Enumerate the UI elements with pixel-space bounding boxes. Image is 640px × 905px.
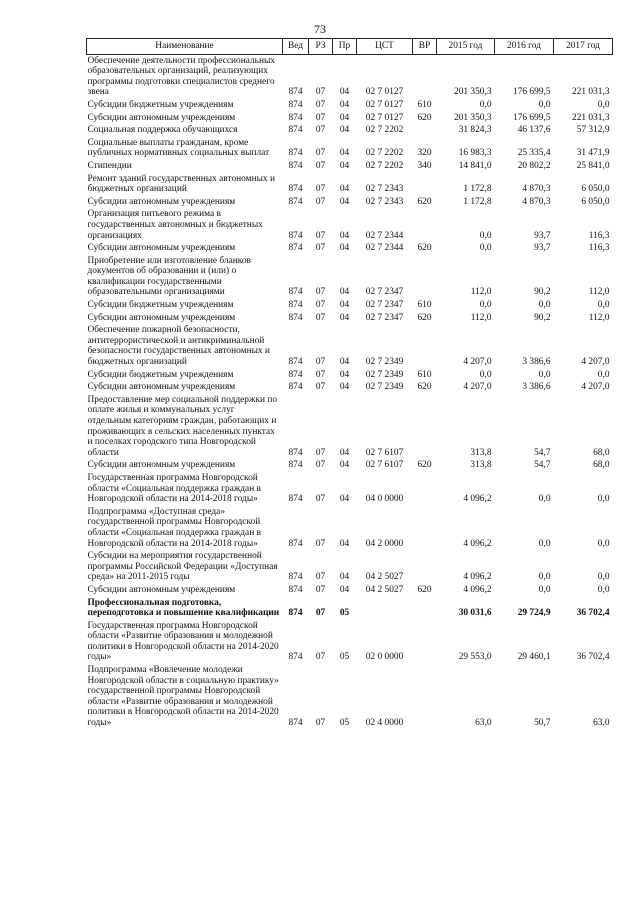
cell-2017: 0,0 — [597, 584, 610, 595]
cell-ved: 874 — [288, 112, 303, 123]
cell-2016: 0,0 — [538, 300, 551, 311]
cell-2017: 0,0 — [597, 572, 610, 583]
cell-vr: 610 — [417, 369, 432, 380]
cell-2015: 63,0 — [475, 718, 492, 729]
cell-2016: 176 699,5 — [513, 112, 551, 123]
cell-2017: 112,0 — [588, 287, 610, 298]
cell-name: Субсидии автономным учреждениям — [87, 460, 236, 471]
cell-pr: 04 — [339, 584, 350, 595]
cell-pr: 04 — [339, 230, 350, 241]
cell-pr: 04 — [339, 494, 350, 505]
cell-vr — [413, 324, 437, 368]
cell-2015: 0,0 — [479, 230, 492, 241]
cell-2016: 50,7 — [534, 718, 551, 729]
cell-2017: 6 050,0 — [581, 196, 610, 207]
cell-pr: 04 — [339, 300, 350, 311]
cell-rz: 07 — [315, 494, 326, 505]
cell-name: Субсидии автономным учреждениям — [87, 584, 236, 595]
cell-2015: 4 096,2 — [463, 494, 492, 505]
cell-rz: 07 — [315, 160, 326, 171]
cell-vr — [413, 255, 437, 299]
cell-cst: 02 7 2344 — [365, 230, 404, 241]
cell-cst: 04 2 5027 — [365, 584, 404, 595]
cell-2017: 6 050,0 — [581, 184, 610, 195]
cell-vr — [413, 506, 437, 550]
cell-2015: 313,8 — [470, 447, 492, 458]
cell-rz: 07 — [315, 112, 326, 123]
col-header-vr: ВР — [413, 39, 437, 55]
col-header-cst: ЦСТ — [357, 39, 413, 55]
cell-name: Предоставление мер социальной поддержки по оплате жилья и коммунальных услуг отдельным категориям граждан, работающих и проживающих в сельских населенных пунктах и поселках городского типа Новгородской области — [87, 394, 278, 458]
cell-cst: 02 7 0127 — [365, 112, 404, 123]
cell-2015: 0,0 — [479, 99, 492, 110]
cell-pr: 05 — [339, 718, 350, 729]
cell-2017: 4 207,0 — [581, 382, 610, 393]
cell-2017: 116,3 — [588, 243, 610, 254]
cell-name: Социальная поддержка обучающихся — [87, 125, 238, 136]
cell-name: Субсидии бюджетным учреждениям — [87, 99, 234, 110]
cell-2015: 4 096,2 — [463, 538, 492, 549]
cell-pr: 04 — [339, 312, 350, 323]
cell-2017: 221 031,3 — [572, 112, 610, 123]
cell-ved: 874 — [288, 584, 303, 595]
cell-vr: 620 — [417, 460, 432, 471]
cell-2015: 16 983,3 — [458, 148, 492, 159]
cell-ved: 874 — [288, 196, 303, 207]
cell-vr — [413, 124, 437, 137]
cell-2016: 4 870,3 — [522, 196, 551, 207]
cell-cst: 02 7 2349 — [365, 382, 404, 393]
cell-rz: 07 — [315, 125, 326, 136]
cell-2016: 0,0 — [538, 369, 551, 380]
cell-name: Профессиональная подготовка, переподготовка и повышение квалификации — [87, 597, 280, 619]
cell-2015: 29 553,0 — [458, 652, 492, 663]
cell-ved: 874 — [288, 572, 303, 583]
cell-2015: 31 824,3 — [458, 125, 492, 136]
table-row — [87, 381, 613, 394]
table-row — [87, 664, 613, 730]
cell-pr: 04 — [339, 382, 350, 393]
cell-name: Обеспечение пожарной безопасности, антитеррористической и антикриминальной безопасности государственных автономных и бюджетных организаций — [87, 325, 270, 368]
cell-2015: 0,0 — [479, 300, 492, 311]
cell-name: Государственная программа Новгородской области «Социальная поддержка граждан в Новгородской области на 2014-2018 годы» — [87, 472, 261, 505]
cell-cst: 02 7 2347 — [365, 312, 404, 323]
cell-pr: 04 — [339, 243, 350, 254]
cell-ved: 874 — [288, 148, 303, 159]
cell-name: Подпрограмма «Вовлечение молодежи Новгородской области в социальную практику» государственной программы Новгородской области «Развитие образования и молодежной политики в Новгородской области на 2014-2020 годы» — [87, 665, 279, 729]
cell-name: Государственная программа Новгородской области «Развитие образования и молодежной политики в Новгородской области на 2014-2020 годы» — [87, 620, 279, 663]
cell-ved: 874 — [288, 652, 303, 663]
cell-name: Субсидии автономным учреждениям — [87, 243, 236, 254]
cell-name: Субсидии автономным учреждениям — [87, 112, 236, 123]
cell-2016: 0,0 — [538, 494, 551, 505]
cell-ved: 874 — [288, 312, 303, 323]
cell-vr: 620 — [417, 243, 432, 254]
cell-2015: 4 096,2 — [463, 584, 492, 595]
cell-pr: 04 — [339, 287, 350, 298]
table-row — [87, 196, 613, 209]
cell-rz: 07 — [315, 87, 326, 98]
cell-vr: 610 — [417, 300, 432, 311]
cell-name: Субсидии автономным учреждениям — [87, 382, 236, 393]
cell-pr: 04 — [339, 369, 350, 380]
col-header-rz: РЗ — [309, 39, 333, 55]
cell-vr — [413, 550, 437, 584]
cell-2015: 4 207,0 — [463, 357, 492, 368]
cell-cst: 02 7 2344 — [365, 243, 404, 254]
cell-2016: 4 870,3 — [522, 184, 551, 195]
cell-ved: 874 — [288, 494, 303, 505]
cell-cst: 04 2 0000 — [365, 538, 404, 549]
col-header-pr: Пр — [333, 39, 357, 55]
cell-2017: 25 841,0 — [576, 160, 610, 171]
cell-2016: 176 699,5 — [513, 87, 551, 98]
cell-cst: 02 7 2343 — [365, 184, 404, 195]
cell-2015: 201 350,3 — [454, 112, 492, 123]
cell-2016: 93,7 — [534, 243, 551, 254]
cell-2015: 1 172,8 — [463, 184, 492, 195]
cell-name: Обеспечение деятельности профессиональных образовательных организаций, реализующих программы подготовки специалистов среднего звена — [87, 55, 275, 98]
table-row — [87, 324, 613, 368]
cell-pr: 04 — [339, 125, 350, 136]
cell-vr — [413, 173, 437, 196]
cell-pr: 04 — [339, 99, 350, 110]
cell-rz: 07 — [315, 652, 326, 663]
cell-rz: 07 — [315, 287, 326, 298]
cell-rz: 07 — [315, 148, 326, 159]
cell-name: Социальные выплаты гражданам, кроме публичных нормативных социальных выплат — [87, 137, 270, 159]
table-row — [87, 54, 613, 99]
table-row — [87, 620, 613, 664]
cell-2015: 1 172,8 — [463, 196, 492, 207]
cell-vr — [413, 208, 437, 242]
cell-rz: 07 — [315, 312, 326, 323]
cell-rz: 07 — [315, 572, 326, 583]
cell-2017: 0,0 — [597, 538, 610, 549]
cell-ved: 874 — [288, 243, 303, 254]
cell-2017: 116,3 — [588, 230, 610, 241]
cell-name: Стипендии — [87, 160, 132, 171]
table-row — [87, 242, 613, 255]
cell-name: Субсидии на мероприятия государственной программы Российской Федерации «Доступная среда» на 2011-2015 годы — [87, 551, 278, 583]
cell-rz: 07 — [315, 460, 326, 471]
table-row — [87, 99, 613, 112]
cell-ved: 874 — [288, 538, 303, 549]
cell-vr: 620 — [417, 312, 432, 323]
cell-2016: 90,2 — [534, 312, 551, 323]
table-row — [87, 160, 613, 173]
cell-2015: 0,0 — [479, 243, 492, 254]
cell-vr — [413, 472, 437, 506]
page-number: 73 — [314, 22, 326, 36]
cell-rz: 07 — [315, 243, 326, 254]
cell-cst: 02 7 2349 — [365, 369, 404, 380]
cell-2017: 63,0 — [593, 718, 610, 729]
cell-2016: 0,0 — [538, 99, 551, 110]
table-row — [87, 394, 613, 460]
cell-ved: 874 — [288, 184, 303, 195]
cell-ved: 874 — [288, 382, 303, 393]
col-header-ved: Вед — [283, 39, 309, 55]
cell-2017: 0,0 — [597, 300, 610, 311]
cell-cst: 04 0 0000 — [365, 494, 404, 505]
cell-vr: 320 — [417, 148, 432, 159]
cell-pr: 04 — [339, 87, 350, 98]
cell-rz: 07 — [315, 608, 326, 619]
cell-2015: 4 096,2 — [463, 572, 492, 583]
cell-name: Ремонт зданий государственных автономных и бюджетных организаций — [87, 173, 275, 195]
cell-pr: 04 — [339, 184, 350, 195]
cell-ved: 874 — [288, 125, 303, 136]
cell-2017: 0,0 — [597, 494, 610, 505]
cell-2016: 3 386,6 — [522, 357, 551, 368]
cell-2017: 221 031,3 — [572, 87, 610, 98]
cell-ved: 874 — [288, 357, 303, 368]
cell-2015: 4 207,0 — [463, 382, 492, 393]
cell-name: Приобретение или изготовление бланков документов об образовании и (или) о квалификации государственными образовательными организациями — [87, 255, 251, 298]
cell-2017: 31 471,9 — [576, 148, 610, 159]
cell-ved: 874 — [288, 287, 303, 298]
table-row — [87, 137, 613, 160]
table-row — [87, 550, 613, 584]
cell-2016: 20 802,2 — [517, 160, 551, 171]
cell-cst: 02 7 2202 — [365, 148, 404, 159]
cell-2016: 29 460,1 — [517, 652, 551, 663]
table-row — [87, 597, 613, 620]
cell-pr: 04 — [339, 572, 350, 583]
cell-pr: 04 — [339, 460, 350, 471]
cell-2016: 54,7 — [534, 447, 551, 458]
cell-2016: 0,0 — [538, 538, 551, 549]
cell-2015: 30 031,6 — [458, 608, 492, 619]
cell-cst: 02 4 0000 — [365, 718, 404, 729]
cell-cst: 02 7 2347 — [365, 300, 404, 311]
cell-name: Подпрограмма «Доступная среда» государственной программы Новгородской области «Социальная поддержка граждан в Новгородской области на 2014-2018 годы» — [87, 506, 261, 549]
cell-2016: 93,7 — [534, 230, 551, 241]
cell-2017: 0,0 — [597, 99, 610, 110]
cell-2017: 68,0 — [593, 447, 610, 458]
cell-cst: 02 7 6107 — [365, 447, 404, 458]
cell-rz: 07 — [315, 230, 326, 241]
cell-vr — [413, 664, 437, 730]
cell-cst: 02 7 2202 — [365, 160, 404, 171]
budget-table — [86, 38, 613, 730]
cell-2016: 54,7 — [534, 460, 551, 471]
cell-rz: 07 — [315, 184, 326, 195]
table-row — [87, 312, 613, 325]
cell-ved: 874 — [288, 460, 303, 471]
cell-ved: 874 — [288, 160, 303, 171]
cell-vr: 340 — [417, 160, 432, 171]
cell-pr: 04 — [339, 196, 350, 207]
cell-ved: 874 — [288, 608, 303, 619]
cell-ved: 874 — [288, 87, 303, 98]
cell-rz: 07 — [315, 357, 326, 368]
cell-rz: 07 — [315, 196, 326, 207]
cell-2015: 14 841,0 — [458, 160, 492, 171]
col-header-2017: 2017 год — [554, 39, 613, 55]
cell-2015: 201 350,3 — [454, 87, 492, 98]
cell-2015: 313,8 — [470, 460, 492, 471]
cell-cst: 02 7 2202 — [365, 125, 404, 136]
cell-vr — [413, 620, 437, 664]
cell-pr: 04 — [339, 538, 350, 549]
cell-rz: 07 — [315, 447, 326, 458]
cell-cst: 02 7 2347 — [365, 287, 404, 298]
table-row — [87, 208, 613, 242]
cell-rz: 07 — [315, 300, 326, 311]
cell-cst: 02 7 0127 — [365, 87, 404, 98]
cell-2016: 25 335,4 — [517, 148, 551, 159]
cell-name: Субсидии бюджетным учреждениям — [87, 300, 234, 311]
table-row — [87, 173, 613, 196]
cell-vr — [413, 597, 437, 620]
cell-name: Субсидии автономным учреждениям — [87, 196, 236, 207]
cell-2016: 0,0 — [538, 584, 551, 595]
cell-ved: 874 — [288, 369, 303, 380]
cell-2015: 0,0 — [479, 369, 492, 380]
table-row — [87, 124, 613, 137]
cell-rz: 07 — [315, 382, 326, 393]
table-header — [87, 39, 613, 55]
cell-2017: 36 702,4 — [576, 652, 610, 663]
table-row — [87, 255, 613, 299]
cell-2016: 29 724,9 — [517, 608, 551, 619]
cell-cst: 02 7 2343 — [365, 196, 404, 207]
cell-pr: 05 — [339, 608, 350, 619]
cell-rz: 07 — [315, 584, 326, 595]
cell-2016: 3 386,6 — [522, 382, 551, 393]
cell-rz: 07 — [315, 718, 326, 729]
cell-cst: 02 7 2349 — [365, 357, 404, 368]
cell-name: Субсидии бюджетным учреждениям — [87, 369, 234, 380]
cell-name: Субсидии автономным учреждениям — [87, 312, 236, 323]
cell-pr: 05 — [339, 652, 350, 663]
cell-ved: 874 — [288, 447, 303, 458]
cell-pr: 04 — [339, 160, 350, 171]
cell-cst: 02 7 0127 — [365, 99, 404, 110]
cell-vr — [413, 394, 437, 460]
cell-2017: 112,0 — [588, 312, 610, 323]
cell-ved: 874 — [288, 230, 303, 241]
cell-rz: 07 — [315, 538, 326, 549]
cell-pr: 04 — [339, 148, 350, 159]
cell-name: Организация питьевого режима в государственных автономных и бюджетных организациях — [87, 209, 263, 241]
cell-cst: 02 0 0000 — [365, 652, 404, 663]
table-row — [87, 459, 613, 472]
cell-ved: 874 — [288, 300, 303, 311]
table-row — [87, 369, 613, 382]
table-row — [87, 472, 613, 506]
cell-pr: 04 — [339, 112, 350, 123]
cell-2016: 0,0 — [538, 572, 551, 583]
col-header-name: Наименование — [87, 39, 283, 55]
cell-cst: 02 7 6107 — [365, 460, 404, 471]
cell-rz: 07 — [315, 99, 326, 110]
cell-vr: 620 — [417, 584, 432, 595]
cell-pr: 04 — [339, 447, 350, 458]
cell-cst: 04 2 5027 — [365, 572, 404, 583]
cell-2017: 57 312,9 — [576, 125, 610, 136]
cell-2017: 68,0 — [593, 460, 610, 471]
cell-vr: 620 — [417, 112, 432, 123]
table-row — [87, 584, 613, 597]
cell-2015: 112,0 — [470, 312, 492, 323]
cell-vr: 620 — [417, 196, 432, 207]
cell-ved: 874 — [288, 718, 303, 729]
cell-2016: 46 137,6 — [517, 125, 551, 136]
col-header-2015: 2015 год — [437, 39, 495, 55]
cell-vr: 620 — [417, 382, 432, 393]
table-row — [87, 299, 613, 312]
cell-2015: 112,0 — [470, 287, 492, 298]
cell-rz: 07 — [315, 369, 326, 380]
table-row — [87, 506, 613, 550]
cell-vr: 610 — [417, 99, 432, 110]
cell-vr — [413, 54, 437, 99]
table-row — [87, 112, 613, 125]
cell-pr: 04 — [339, 357, 350, 368]
cell-2016: 90,2 — [534, 287, 551, 298]
cell-cst — [357, 597, 413, 620]
cell-2017: 4 207,0 — [581, 357, 610, 368]
cell-2017: 36 702,4 — [576, 608, 610, 619]
cell-ved: 874 — [288, 99, 303, 110]
col-header-2016: 2016 год — [495, 39, 554, 55]
cell-2017: 0,0 — [597, 369, 610, 380]
table-body — [87, 54, 613, 730]
